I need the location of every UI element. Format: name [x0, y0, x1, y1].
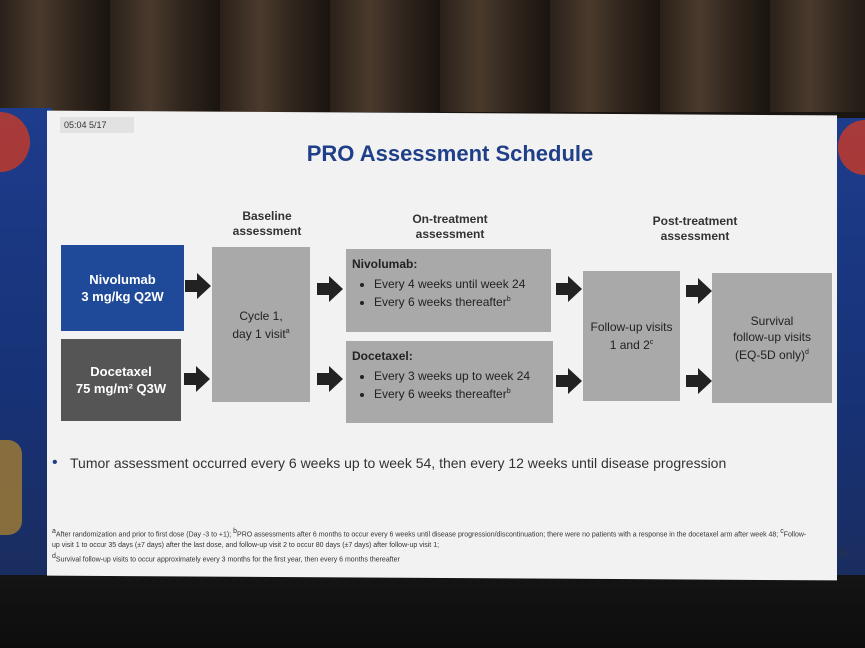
footnote-c-mark: c: [780, 528, 784, 535]
docetaxel-schedule-heading: Docetaxel:: [352, 349, 413, 363]
survival-line1: Survival: [750, 314, 794, 328]
survival-line2: follow-up visits: [732, 330, 812, 344]
arrow-right-icon: [317, 276, 343, 302]
arrow-right-icon: [686, 278, 712, 304]
venue-background-bottom: [0, 575, 865, 648]
tumor-assessment-bullet: [52, 455, 772, 472]
arrow-right-icon: [686, 368, 712, 394]
page-number: 5: [840, 548, 847, 560]
follow-up-line1: Follow-up visits: [590, 320, 673, 334]
footnote-d-mark: d: [52, 553, 56, 561]
nivolumab-schedule-item-2: • Every 6 weeks thereafter$^b$: [374, 292, 545, 310]
nivolumab-schedule-item-1: • Every 4 weeks until week 24: [374, 274, 545, 292]
baseline-visit-box: [212, 247, 310, 402]
footnote-a-mark: a: [52, 528, 56, 535]
baseline-visit-line1: Cycle 1,: [239, 308, 283, 323]
arrow-right-icon: [556, 368, 582, 394]
baseline-visit-line2: day 1 visit$^a$: [232, 326, 290, 341]
nivolumab-schedule-heading: Nivolumab:: [352, 257, 418, 271]
footnote-mark-a: a: [285, 327, 290, 335]
docetaxel-arm-dose: 75 mg/m² Q3W: [75, 381, 167, 396]
footnote-b-mark: b: [233, 528, 238, 535]
header-post-treatment: Post-treatment assessment: [652, 214, 738, 243]
slide-title: PRO Assessment Schedule: [306, 141, 594, 166]
survival-follow-up-box: [712, 273, 832, 403]
tumor-assessment-text: Tumor assessment occurred every 6 weeks up to week 54, then every 12 weeks until disease progression: [70, 455, 727, 471]
arrow-right-icon: [184, 366, 210, 392]
docetaxel-schedule-item-2: • Every 6 weeks thereafter$^b$: [374, 384, 547, 402]
venue-background-top: [0, 0, 865, 112]
follow-up-visits-box: [583, 271, 680, 401]
arrow-right-icon: [185, 273, 211, 299]
docetaxel-schedule-item-1: • Every 3 weeks up to week 24: [374, 366, 547, 384]
footnotes: [52, 526, 812, 566]
nivolumab-schedule-box: [346, 249, 551, 332]
survival-line3: (EQ-5D only)$^d$: [735, 348, 809, 362]
nivolumab-arm-box: [61, 245, 184, 331]
header-baseline: Baseline assessment: [232, 209, 302, 238]
arrow-right-icon: [556, 276, 582, 302]
decoration-left-lower: [0, 440, 22, 535]
footnote-b: PRO assessments after 6 months to occur every 6 weeks until disease progression/discontinuation; there were no patients with a response in the docetaxel arm after week 48;: [237, 531, 781, 539]
docetaxel-arm-name: Docetaxel: [90, 364, 152, 379]
follow-up-line2: 1 and 2$^c$: [609, 338, 654, 352]
docetaxel-schedule-box: [346, 341, 553, 423]
footnote-mark-c: c: [649, 339, 654, 346]
header-on-treatment: On-treatment assessment: [412, 212, 488, 241]
footnote-a: After randomization and prior to first dose (Day -3 to +1);: [55, 531, 234, 539]
bullet-dot: •: [52, 454, 58, 471]
arrow-right-icon: [317, 366, 343, 392]
clock-indicator: 05:04 5/17: [60, 117, 134, 133]
footnote-mark-d: d: [805, 349, 809, 356]
nivolumab-arm-dose: 3 mg/kg Q2W: [81, 289, 164, 304]
nivolumab-arm-name: Nivolumab: [89, 272, 156, 287]
docetaxel-arm-box: [61, 339, 181, 421]
footnote-d: Survival follow-up visits to occur approximately every 3 months for the first year, then every 6 months thereafter: [55, 556, 400, 564]
footnote-c: Follow-up visit 1 to occur 35 days (±7 days) after the last dose, and follow-up visit 2 to occur 80 days (±7 days) after follow-up visit 1;: [52, 531, 807, 550]
